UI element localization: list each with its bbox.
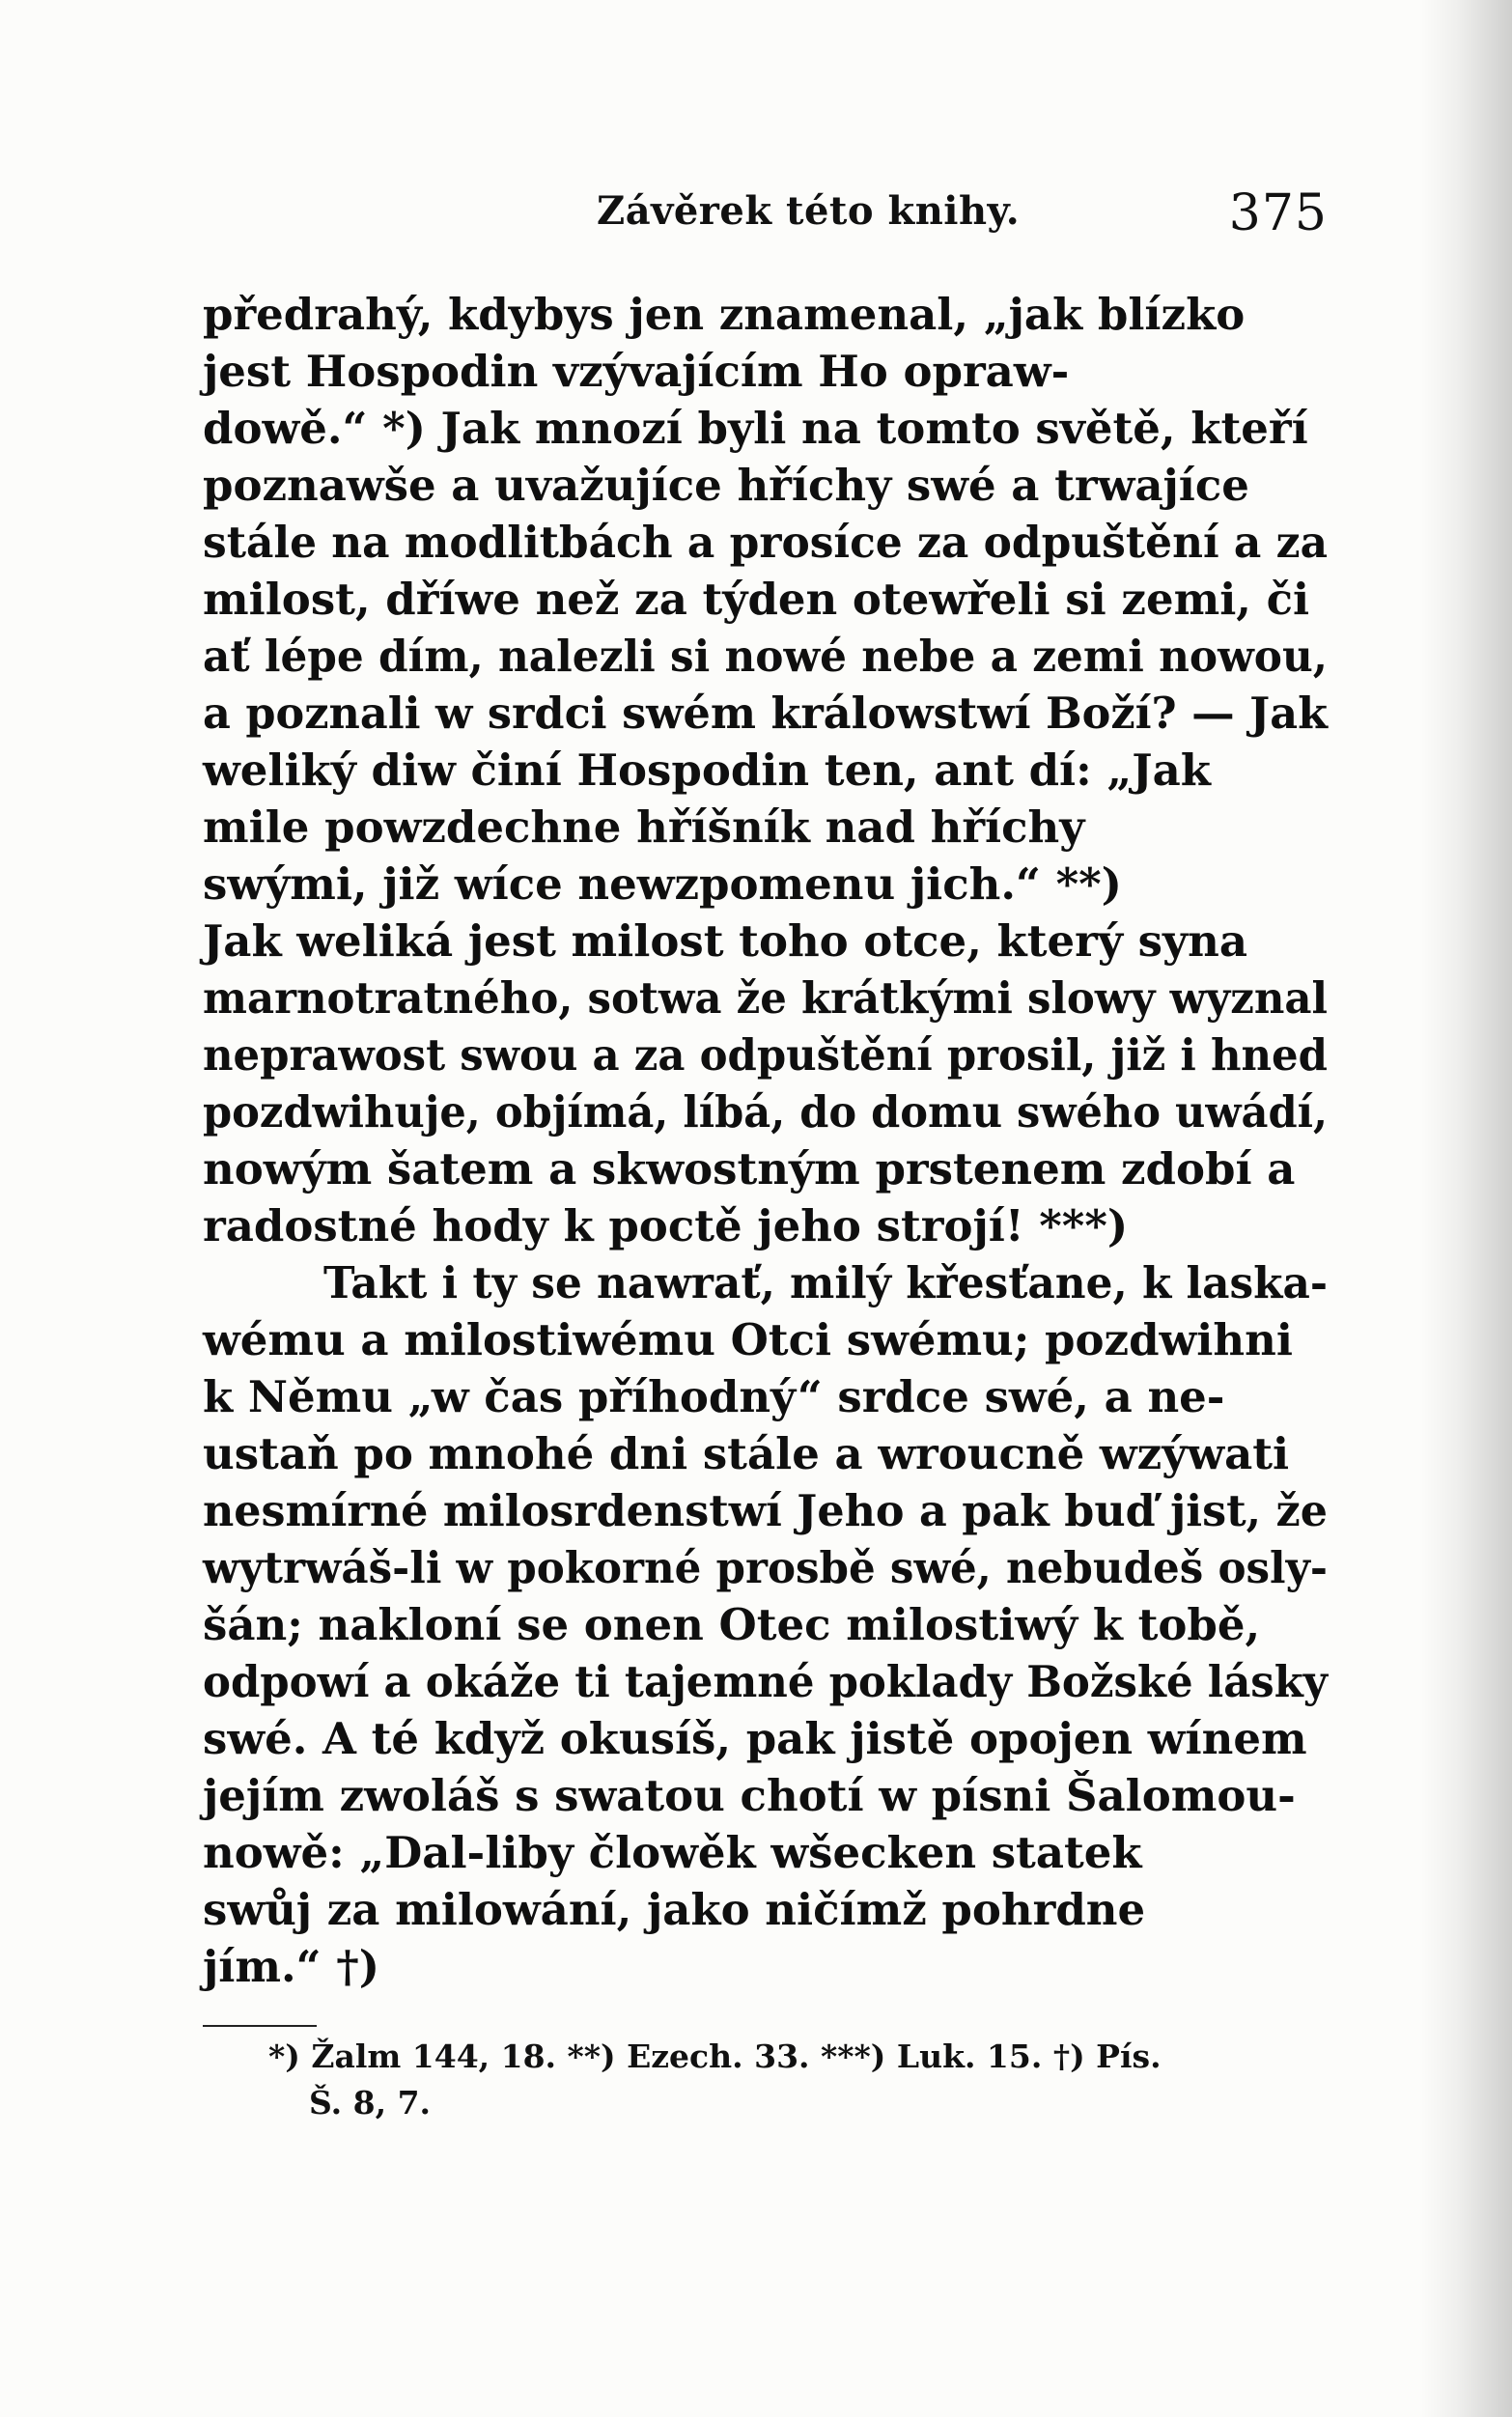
text-line: ať lépe dím, nalezli si nowé nebe a zemi nowou, [203, 631, 1329, 682]
text-line: swůj za milowání, jako ničímž pohrdne [203, 1884, 1146, 1935]
text-line: šán; nakloní se onen Otec milostiwý k tobě, [203, 1599, 1261, 1650]
text-line: mile powzdechne hříšník nad hříchy [203, 801, 1085, 853]
text-line: stále na modlitbách a prosíce za odpuštění a za [203, 517, 1329, 568]
page-header [203, 184, 1328, 246]
paragraph-first-line: Takt i ty se nawrať, milý křesťane, k laska- [323, 1257, 1329, 1308]
text-line: dowě.“ *) Jak mnozí byli na tomto světě, kteří [203, 403, 1308, 454]
text-line: nesmírné milosrdenstwí Jeho a pak buď jist, že [203, 1485, 1329, 1536]
text-line: ustaň po mnohé dni stále a wroucně wzýwati [203, 1428, 1290, 1479]
text-line: poznawše a uvažujíce hříchy swé a trwajíce [203, 460, 1249, 511]
text-line: jím.“ †) [203, 1941, 380, 1992]
text-line: předrahý, kdybys jen znamenal, „jak blízko [203, 289, 1246, 340]
footnote-line: Š. 8, 7. [309, 2084, 432, 2122]
text-line: jejím zwoláš s swatou chotí w písni Šalomou- [203, 1770, 1296, 1821]
body-text [203, 286, 1328, 1995]
text-line: pozdwihuje, objímá, líbá, do domu swého uwádí, [203, 1086, 1328, 1138]
text-line: weliký diw činí Hospodin ten, ant dí: „Jak [203, 745, 1211, 796]
text-line: swými, již wíce newzpomenu jich.“ **) [203, 858, 1122, 910]
text-line: milost, dříwe než za týden otewřeli si zemi, či [203, 574, 1310, 625]
running-title: Závěrek této knihy. [597, 188, 1021, 234]
text-line: Jak weliká jest milost toho otce, který syna [203, 915, 1247, 967]
text-line: marnotratného, sotwa že krátkými slowy wyznal [203, 972, 1329, 1024]
text-line: odpowí a okáže ti tajemné poklady Božské lásky [203, 1656, 1329, 1707]
footnotes [203, 2034, 1328, 2126]
text-line: nowým šatem a skwostným prstenem zdobí a [203, 1143, 1296, 1194]
text-line: k Němu „w čas příhodný“ srdce swé, a ne- [203, 1371, 1225, 1422]
text-line: jest Hospodin vzývajícím Ho opraw- [203, 346, 1070, 397]
page-number: 375 [1228, 184, 1328, 242]
text-line: radostné hody k poctě jeho strojí! ***) [203, 1200, 1129, 1251]
footnote-line: *) Žalm 144, 18. **) Ezech. 33. ***) Luk. 15. †) Pís. [268, 2038, 1162, 2075]
text-line: nowě: „Dal-liby člowěk wšecken statek [203, 1827, 1142, 1878]
page-edge-shadow [1420, 0, 1512, 2417]
text-line: swé. A té když okusíš, pak jistě opojen wínem [203, 1713, 1307, 1764]
text-line: neprawost swou a za odpuštění prosil, již i hned [203, 1029, 1328, 1081]
footnote-rule [203, 2025, 317, 2027]
text-line: a poznali w srdci swém králowstwí Boží? — Jak [203, 688, 1328, 739]
text-line: wytrwáš-li w pokorné prosbě swé, nebudeš osly- [203, 1542, 1329, 1593]
text-line: wému a milostiwému Otci swému; pozdwihni [203, 1314, 1293, 1365]
